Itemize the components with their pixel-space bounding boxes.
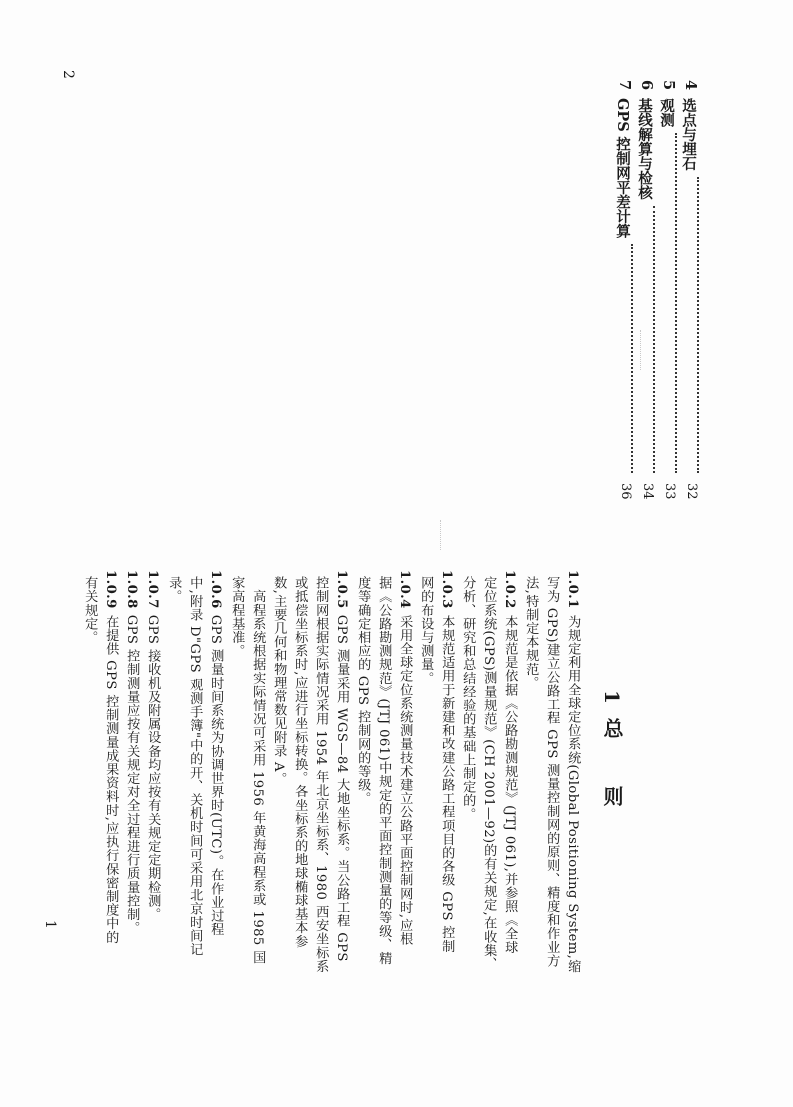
clause-text: 为规定利用全球定位系统(Global Positioning System,缩 <box>565 614 581 973</box>
toc-entry-number: 4 <box>682 80 699 91</box>
toc-leader-dots <box>656 133 677 473</box>
clause-text: 高程系统根据实际情况可采用 1956 年黄海高程系或 1985 国 <box>250 576 266 964</box>
toc-entry-title: 选点与埋石 <box>680 98 697 171</box>
clause-text: 在提供 GPS 控制测量成果资料时,应执行保密制度中的 <box>103 614 119 944</box>
scan-artifact <box>440 520 441 550</box>
body-column <box>566 570 579 973</box>
body-column <box>125 570 138 935</box>
toc-entry-number: 5 <box>660 80 677 91</box>
clause-text: 或抵偿坐标系时,应进行坐标转换。各坐标系的地球椭球基本参 <box>292 576 308 948</box>
toc-entry <box>634 80 655 500</box>
body-column <box>335 570 348 962</box>
body-column <box>419 570 432 685</box>
body-column <box>314 570 327 973</box>
clause-number: 1.0.7 <box>145 570 161 609</box>
body-column <box>461 570 474 821</box>
toc-entry <box>612 80 633 500</box>
toc-entry-number: 7 <box>616 80 633 91</box>
page-number-left: 2 <box>60 70 76 79</box>
clause-text: 据《公路勘测规范》(JTJ 061)中规定的平面控制测量的等级、精 <box>376 576 392 966</box>
body-column <box>83 570 96 644</box>
clause-number: 1.0.6 <box>208 570 224 609</box>
scan-artifact <box>640 330 641 370</box>
clause-number: 1.0.1 <box>565 570 581 609</box>
clause-number: 1.0.9 <box>103 570 119 609</box>
clause-text: 度等确定相应的 GPS 控制网的等级。 <box>355 576 371 806</box>
toc-leader-dots <box>678 177 699 474</box>
toc-entry-page: 32 <box>684 483 699 500</box>
clause-text: 写为 GPS)建立公路工程 GPS 测量控制网的原则、精度和作业方 <box>544 576 560 968</box>
toc-entry-title: 基线解算与检核 <box>636 98 653 200</box>
toc-entry-page: 34 <box>640 483 655 500</box>
clause-number: 1.0.5 <box>334 570 350 609</box>
body-column <box>545 570 558 967</box>
clause-text: 法,特制定本规范。 <box>523 576 539 690</box>
body-column <box>440 570 453 953</box>
clause-text: GPS 测量时间系统为协调世界时(UTC)。在作业过程 <box>208 614 224 937</box>
clause-text: 本规范适用于新建和改建公路工程项目的各级 GPS 控制 <box>439 614 455 953</box>
clause-text: GPS 控制测量应按有关规定对全过程进行质量控制。 <box>124 614 140 935</box>
body-column <box>356 570 369 805</box>
toc-entry-title: 观测 <box>658 98 675 128</box>
body-column <box>167 570 180 603</box>
toc-entry <box>656 80 677 500</box>
clause-number: 1.0.4 <box>397 570 413 609</box>
toc-leader-dots <box>634 206 655 474</box>
clause-number: 1.0.8 <box>124 570 140 609</box>
body-column <box>377 570 390 965</box>
body-column <box>293 570 306 948</box>
toc-entry-number: 6 <box>638 80 655 91</box>
clause-text: 录。 <box>166 576 182 604</box>
body-column <box>272 570 285 786</box>
body-column <box>482 570 495 971</box>
clause-text: GPS 测量采用 WGS—84 大地坐标系。当公路工程 GPS <box>334 614 350 962</box>
chapter-title: 总 则 <box>600 717 624 820</box>
clause-text: 定位系统(GPS)测量规范》(CH 2001—92)的有关规定,在收集、 <box>481 576 497 971</box>
clause-text: 家高程基准。 <box>229 576 245 658</box>
body-column <box>251 570 264 964</box>
body-column <box>209 570 222 936</box>
clause-number: 1.0.2 <box>502 570 518 609</box>
body-column <box>188 570 201 956</box>
clause-text: 有关规定。 <box>82 576 98 644</box>
clause-text: 采用全球定位系统测量技术建立公路平面控制网时,应根 <box>397 614 413 946</box>
clause-text: 分析、研究和总结经验的基础上制定的。 <box>460 576 476 821</box>
body-column <box>104 570 117 944</box>
toc-entry-page: 33 <box>662 483 677 500</box>
clause-text: 本规范是依据《公路勘测规范》(JTJ 061),并参照《全球 <box>502 614 518 954</box>
toc-entry-page: 36 <box>618 483 633 500</box>
body-column <box>524 570 537 689</box>
body-column <box>230 570 243 658</box>
toc-entry-title: GPS 控制网平差计算 <box>614 98 631 239</box>
toc-entry <box>678 80 699 500</box>
toc-leader-dots <box>612 244 633 473</box>
clause-text: 中,附录 D"GPS 观测手簿"中的开、关机时间可采用北京时间记 <box>187 576 203 957</box>
clause-number: 1.0.3 <box>439 570 455 609</box>
page-number-right: 1 <box>42 920 58 929</box>
clause-text: GPS 接收机及附属设备均应按有关规定定期检测。 <box>145 614 161 921</box>
body-column <box>503 570 516 954</box>
clause-text: 数,主要几何和物理常数见附录 A。 <box>271 576 287 786</box>
body-column <box>146 570 159 921</box>
clause-text: 网的布设与测量。 <box>418 576 434 685</box>
body-column <box>398 570 411 946</box>
chapter-heading <box>598 690 627 820</box>
clause-text: 控制网根据实际情况采用 1954 年北京坐标系、1980 西安坐标系 <box>313 576 329 973</box>
chapter-number: 1 <box>600 690 624 718</box>
